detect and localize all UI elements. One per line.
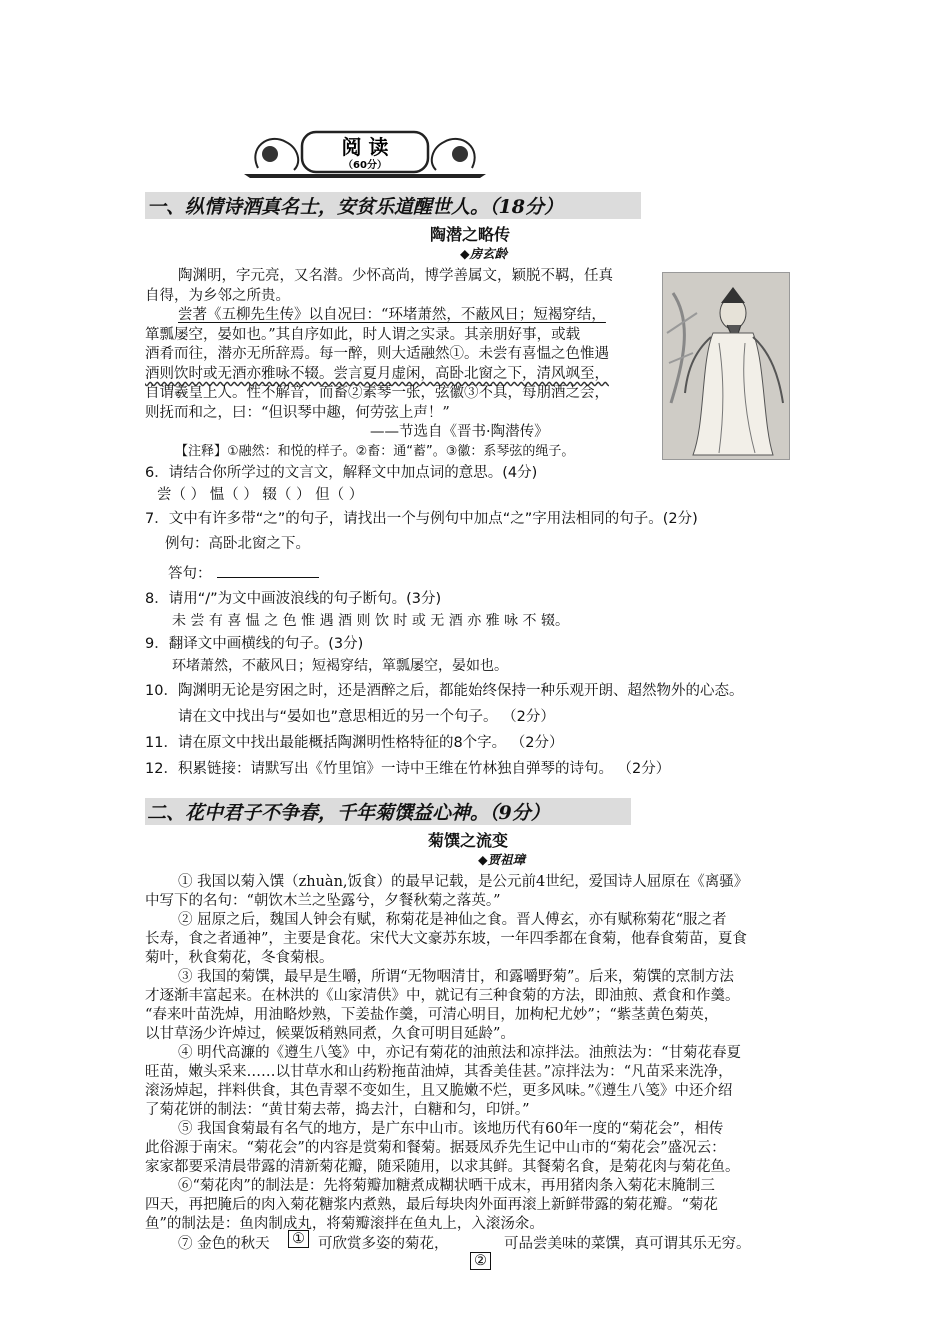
passage2-line: 菊叶，秋食菊花，冬食菊根。: [145, 950, 334, 966]
question-6-blanks: 尝（ ） 愠（ ） 辍（ ） 但（ ）: [157, 487, 364, 503]
passage2-line: 四天，再把腌后的肉入菊花糖浆内煮熟，最后每块肉外面再滚上新鲜带露的菊花瓣。“菊花: [145, 1197, 718, 1213]
passage2-line: ⑤ 我国食菊最有名气的地方，是广东中山市。该地历代有60年一度的“菊花会”，相传: [178, 1121, 724, 1137]
reading-banner: [240, 128, 490, 180]
question-9: 9．翻译文中画横线的句子。(3分): [145, 636, 364, 652]
passage1-line: 箪瓢屡空，晏如也。”其自序如此，时人谓之实录。其亲朋好事，或载: [145, 327, 581, 343]
blank-1-label: ①: [288, 1230, 309, 1248]
question-8-sentence: 未 尝 有 喜 愠 之 色 惟 遇 酒 则 饮 时 或 无 酒 亦 雅 咏 不 辍。: [172, 613, 570, 629]
passage1-line: 自谓羲皇上人。性不解音，而畜②素琴一张，弦徽③不具，每朋酒之会，: [145, 385, 609, 401]
passage1-line: 陶渊明，字元亮，又名潜。少怀高尚，博学善属文，颖脱不羁，任真: [178, 268, 613, 284]
blank-1[interactable]: [288, 1230, 309, 1248]
question-8: 8．请用“/”为文中画波浪线的句子断句。(3分): [145, 591, 442, 607]
passage1-line: 自得，为乡邻之所贵。: [145, 288, 290, 304]
section1-title: 陶潜之略传: [430, 225, 511, 244]
passage2-line: 以甘草汤少许焯过，候粟饭稍熟同煮，久食可明目延龄”。: [145, 1026, 515, 1042]
passage2-line: 此俗源于南宋。“菊花会”的内容是赏菊和餐菊。据聂凤乔先生记中山市的“菊花会”盛况云：: [145, 1140, 726, 1156]
blank-2[interactable]: [470, 1252, 491, 1270]
passage1-line: 尝著《五柳先生传》以自况曰：“环堵萧然，不蔽风日；短褐穿结，: [178, 307, 606, 323]
passage1-line: 则抚而和之，曰：“但识琴中趣，何劳弦上声！”: [145, 405, 450, 421]
banner-title: 阅 读: [341, 135, 389, 159]
tao-yuanming-portrait: [662, 272, 790, 460]
passage2-line: 才逐渐丰富起来。在林洪的《山家清供》中，就记有三种食菊的方法，即油煎、煮食和作羹。: [145, 988, 740, 1004]
passage2-line: 了菊花饼的制法：“黄甘菊去蒂，捣去汁，白糖和匀，印饼。”: [145, 1102, 530, 1118]
section1-author: ◆房玄龄: [460, 246, 508, 261]
passage2-line: “春来叶苗洗焯，用油略炒熟，下姜盐作羹，可清心明目，加枸杞尤妙”；“紫茎黄色菊英，: [145, 1007, 719, 1023]
section2-title: 菊馔之流变: [428, 831, 509, 850]
question-7-answer-label: 答句：: [168, 566, 212, 582]
section1-heading: 一、纵情诗酒真名士，安贫乐道醒世人。（18分）: [145, 192, 641, 219]
passage2-line: ⑥“菊花肉”的制法是：先将菊瓣加糖煮成糊状晒干成末，再用猪肉条入菊花末腌制三: [178, 1178, 715, 1194]
question-7-answer-blank[interactable]: [217, 577, 319, 578]
question-10: 10．陶渊明无论是穷困之时，还是酒醉之后，都能始终保持一种乐观开朗、超然物外的心态。: [145, 683, 744, 699]
passage2-line: 家家都要采清晨带露的清新菊花瓣，随采随用，以求其鲜。其餐菊名食，是菊花肉与菊花鱼。: [145, 1159, 740, 1175]
question-7: 7．文中有许多带“之”的句子，请找出一个与例句中加点“之”字用法相同的句子。(2分): [145, 511, 698, 527]
passage2-line: 可欣赏多姿的菊花，: [318, 1236, 449, 1252]
passage2-line: 鱼”的制法是：鱼肉制成丸，将菊瓣滚拌在鱼丸上，入滚汤氽。: [145, 1216, 544, 1232]
blank-2-label: ②: [470, 1252, 491, 1270]
passage2-line: 中写下的名句：“朝饮木兰之坠露兮，夕餐秋菊之落英。”: [145, 893, 501, 909]
section2-heading: 二、花中君子不争春，千年菊馔益心神。（9分）: [145, 798, 631, 825]
question-11: 11．请在原文中找出最能概括陶渊明性格特征的8个字。 （2分）: [145, 735, 564, 751]
passage2-line: 可品尝美味的菜馔，真可谓其乐无穷。: [504, 1236, 751, 1252]
question-12: 12．积累链接：请默写出《竹里馆》一诗中王维在竹林独自弹琴的诗句。 （2分）: [145, 761, 671, 777]
passage2-line: ③ 我国的菊馔，最早是生嚼，所谓“无物咽清甘，和露嚼野菊”。后来，菊馔的烹制方法: [178, 969, 734, 985]
passage1-line: 酒肴而往，潜亦无所辞焉。每一醉，则大适融然①。未尝有喜愠之色惟遇: [145, 346, 609, 362]
passage1-note: 【注释】①融然：和悦的样子。②畜：通“蓄”。③徽：系琴弦的绳子。: [175, 444, 575, 459]
passage1-line: 酒则饮时或无酒亦雅咏不辍。尝言夏月虚闲，高卧北窗之下，清风飒至，: [145, 366, 609, 382]
passage1-source: ——节选自《晋书·陶潜传》: [370, 424, 549, 440]
passage2-line: ④ 明代高濂的《遵生八笺》中，亦记有菊花的油煎法和凉拌法。油煎法为：“甘菊花春夏: [178, 1045, 742, 1061]
question-9-sentence: 环堵萧然，不蔽风日；短褐穿结，箪瓢屡空，晏如也。: [172, 658, 508, 674]
passage2-line: 长寿，食之者通神”，主要是食花。宋代大文豪苏东坡，一年四季都在食菊，他春食菊苗，夏食: [145, 931, 747, 947]
question-10-part2: 请在文中找出与“晏如也”意思相近的另一个句子。 （2分）: [178, 709, 555, 725]
passage2-line: 旺苗，嫩头采来……以甘草水和山药粉拖苗油焯，其香美佳甚。”凉拌法为：“凡苗采来洗净，: [145, 1064, 733, 1080]
question-7-example: 例句：高卧北窗之下。: [165, 536, 310, 552]
section2-author: ◆贾祖璋: [478, 852, 526, 867]
banner-score: （60分）: [343, 160, 387, 171]
passage2-line: ⑦ 金色的秋天: [178, 1236, 270, 1252]
passage2-line: ② 屈原之后，魏国人钟会有赋，称菊花是神仙之食。晋人傅玄，亦有赋称菊花“服之者: [178, 912, 727, 928]
passage2-line: 滚汤焯起，拌料供食，其色青翠不变如生，且又脆嫩不烂，更多风味。”《遵生八笺》中还介绍: [145, 1083, 733, 1099]
passage2-line: ① 我国以菊入馔（zhuàn,饭食）的最早记载，是公元前4世纪，爱国诗人屈原在《离骚》: [178, 874, 749, 890]
question-6: 6．请结合你所学过的文言文，解释文中加点词的意思。(4分): [145, 465, 538, 481]
